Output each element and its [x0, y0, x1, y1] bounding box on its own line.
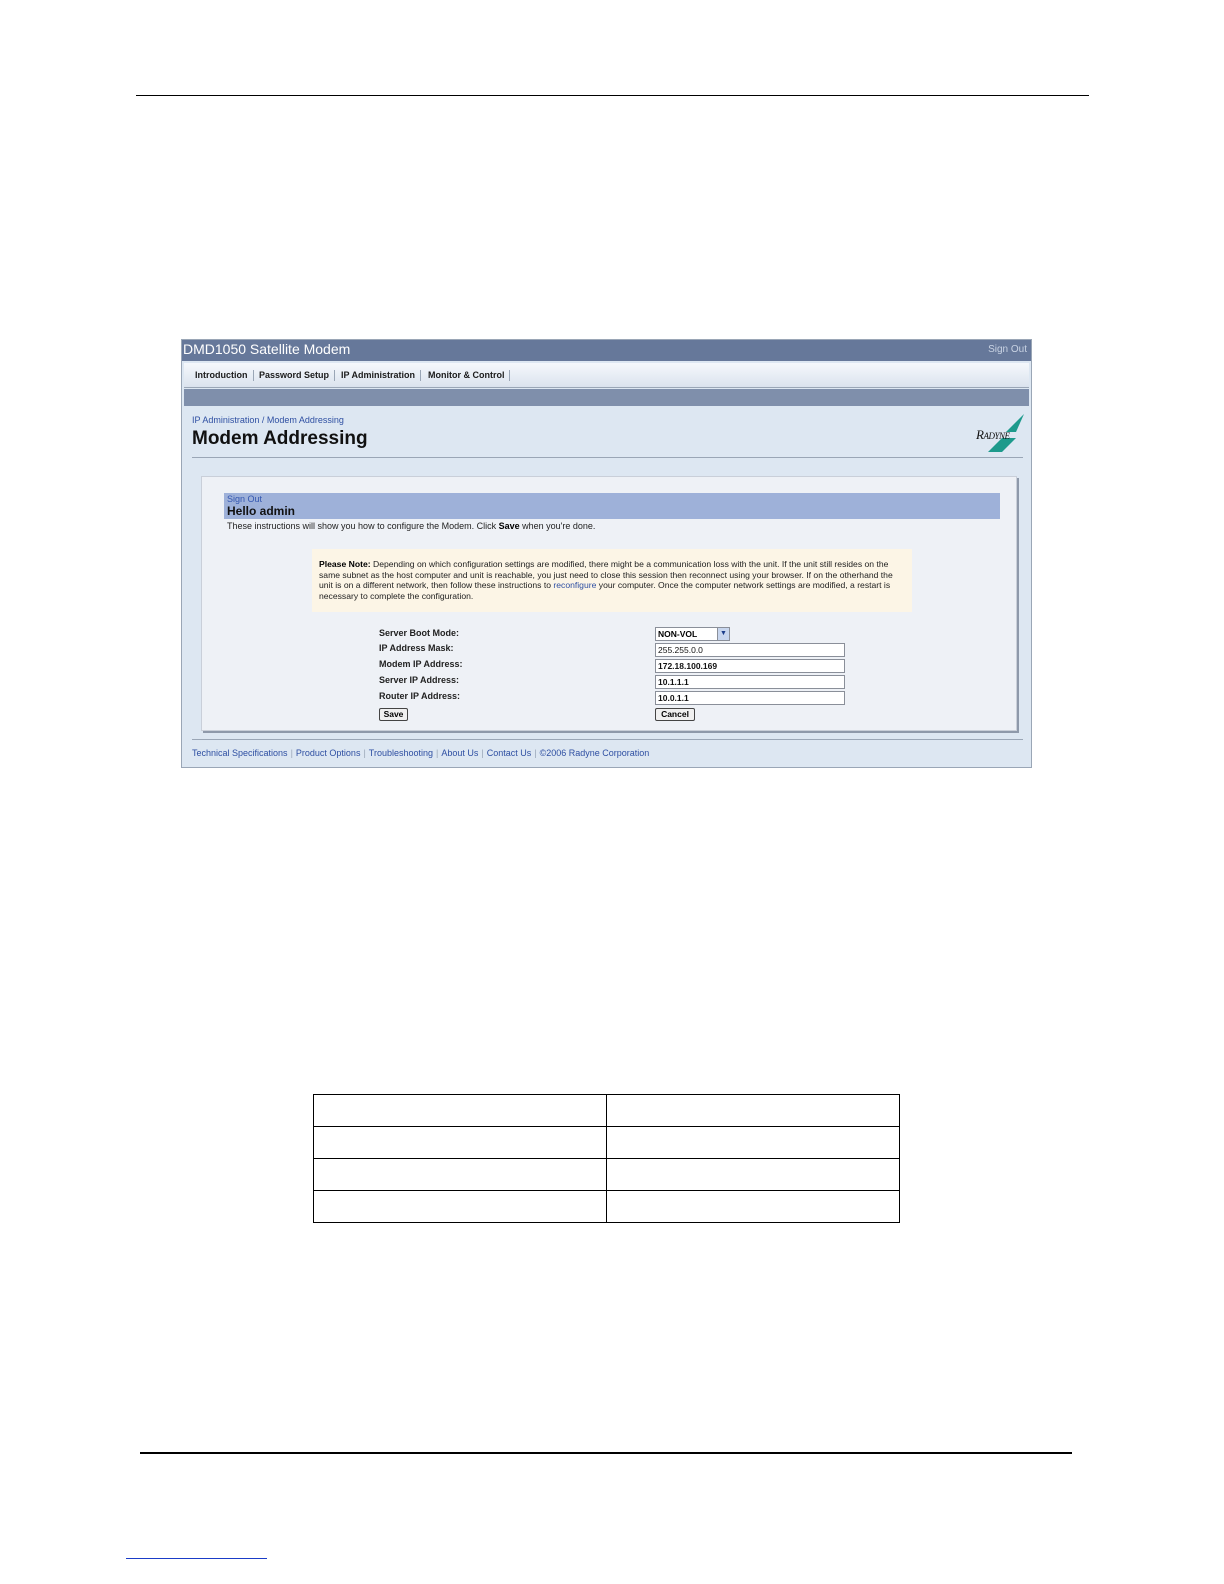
- main-nav: [184, 363, 1029, 388]
- footer-links: Technical Specifications | Product Options | Troubleshooting | About Us | Contact Us | ©2006 Radyne Corporation: [192, 748, 650, 758]
- chevron-down-icon[interactable]: ▼: [717, 628, 729, 640]
- nav-monitor-control[interactable]: Monitor & Control: [428, 370, 510, 381]
- server-boot-mode-label: Server Boot Mode:: [379, 628, 460, 638]
- radyne-logo: [976, 412, 1030, 454]
- server-boot-mode-select[interactable]: NON-VOL ▼: [655, 627, 730, 641]
- table-row: [314, 1095, 900, 1127]
- router-ip-label: Router IP Address:: [379, 691, 461, 701]
- app-title: DMD1050 Satellite Modem: [183, 341, 351, 357]
- footer-link-contact-us[interactable]: Contact Us: [486, 748, 532, 758]
- config-panel: [201, 476, 1017, 731]
- reconfigure-link[interactable]: reconfigure: [553, 580, 597, 591]
- footer-link-about-us[interactable]: About Us: [441, 748, 479, 758]
- table-cell: [314, 1159, 607, 1191]
- modem-ip-input[interactable]: 172.18.100.169: [655, 659, 845, 673]
- footer-link-product-options[interactable]: Product Options: [295, 748, 361, 758]
- server-ip-input[interactable]: 10.1.1.1: [655, 675, 845, 689]
- page-header-rule: [136, 95, 1089, 96]
- empty-table: [313, 1094, 900, 1223]
- cancel-button[interactable]: Cancel: [655, 708, 695, 721]
- table-cell: [607, 1095, 900, 1127]
- table-cell: [314, 1191, 607, 1223]
- table-cell: [314, 1127, 607, 1159]
- page-title: Modem Addressing: [192, 428, 368, 449]
- footer-link-troubleshooting[interactable]: Troubleshooting: [368, 748, 434, 758]
- sub-nav-bar: [184, 389, 1029, 406]
- nav-introduction[interactable]: Introduction: [195, 370, 254, 381]
- greeting-bar: [224, 493, 1000, 519]
- warning-note: Please Note: Depending on which configuration settings are modified, there might be a communication loss with the unit. If the unit still resides on the same subnet as the host computer and unit is reachable, you just need to close this session then reconnect using your browser. If on the otherhand the unit is on a different network, then follow these instructions to reconfigure your computer. Once the computer network settings are modified, a restart is necessary to complete the configuration.: [312, 549, 912, 612]
- table-row: [314, 1191, 900, 1223]
- footer-divider: [192, 739, 1023, 740]
- nav-password-setup[interactable]: Password Setup: [259, 370, 335, 381]
- server-ip-label: Server IP Address:: [379, 675, 460, 685]
- app-titlebar: [182, 340, 1031, 361]
- screenshot-frame: [181, 339, 1032, 768]
- table-cell: [607, 1159, 900, 1191]
- footer-copyright[interactable]: ©2006 Radyne Corporation: [539, 748, 650, 758]
- table-cell: [607, 1127, 900, 1159]
- greeting-text: Hello admin: [227, 504, 296, 518]
- modem-ip-label: Modem IP Address:: [379, 659, 463, 669]
- page-footer-rule: [140, 1452, 1072, 1454]
- ip-mask-label: IP Address Mask:: [379, 643, 454, 653]
- save-button[interactable]: Save: [379, 708, 408, 721]
- panel-sign-out-link[interactable]: Sign Out: [227, 494, 263, 504]
- note-label: Please Note:: [319, 559, 371, 569]
- table-row: [314, 1159, 900, 1191]
- sign-out-link[interactable]: Sign Out: [988, 344, 1027, 355]
- ip-mask-input[interactable]: 255.255.0.0: [655, 643, 845, 657]
- svg-text:RADYNE: RADYNE: [976, 427, 1010, 442]
- footer-link-technical-specifications[interactable]: Technical Specifications: [192, 748, 288, 758]
- nav-ip-administration[interactable]: IP Administration: [341, 370, 421, 381]
- table-row: [314, 1127, 900, 1159]
- instructions-text: These instructions will show you how to configure the Modem. Click Save when you're done.: [227, 521, 596, 531]
- title-divider: [192, 457, 1023, 458]
- footnote-link-underline: [126, 1558, 267, 1559]
- breadcrumb[interactable]: IP Administration / Modem Addressing: [192, 415, 344, 425]
- router-ip-input[interactable]: 10.0.1.1: [655, 691, 845, 705]
- table-cell: [314, 1095, 607, 1127]
- table-cell: [607, 1191, 900, 1223]
